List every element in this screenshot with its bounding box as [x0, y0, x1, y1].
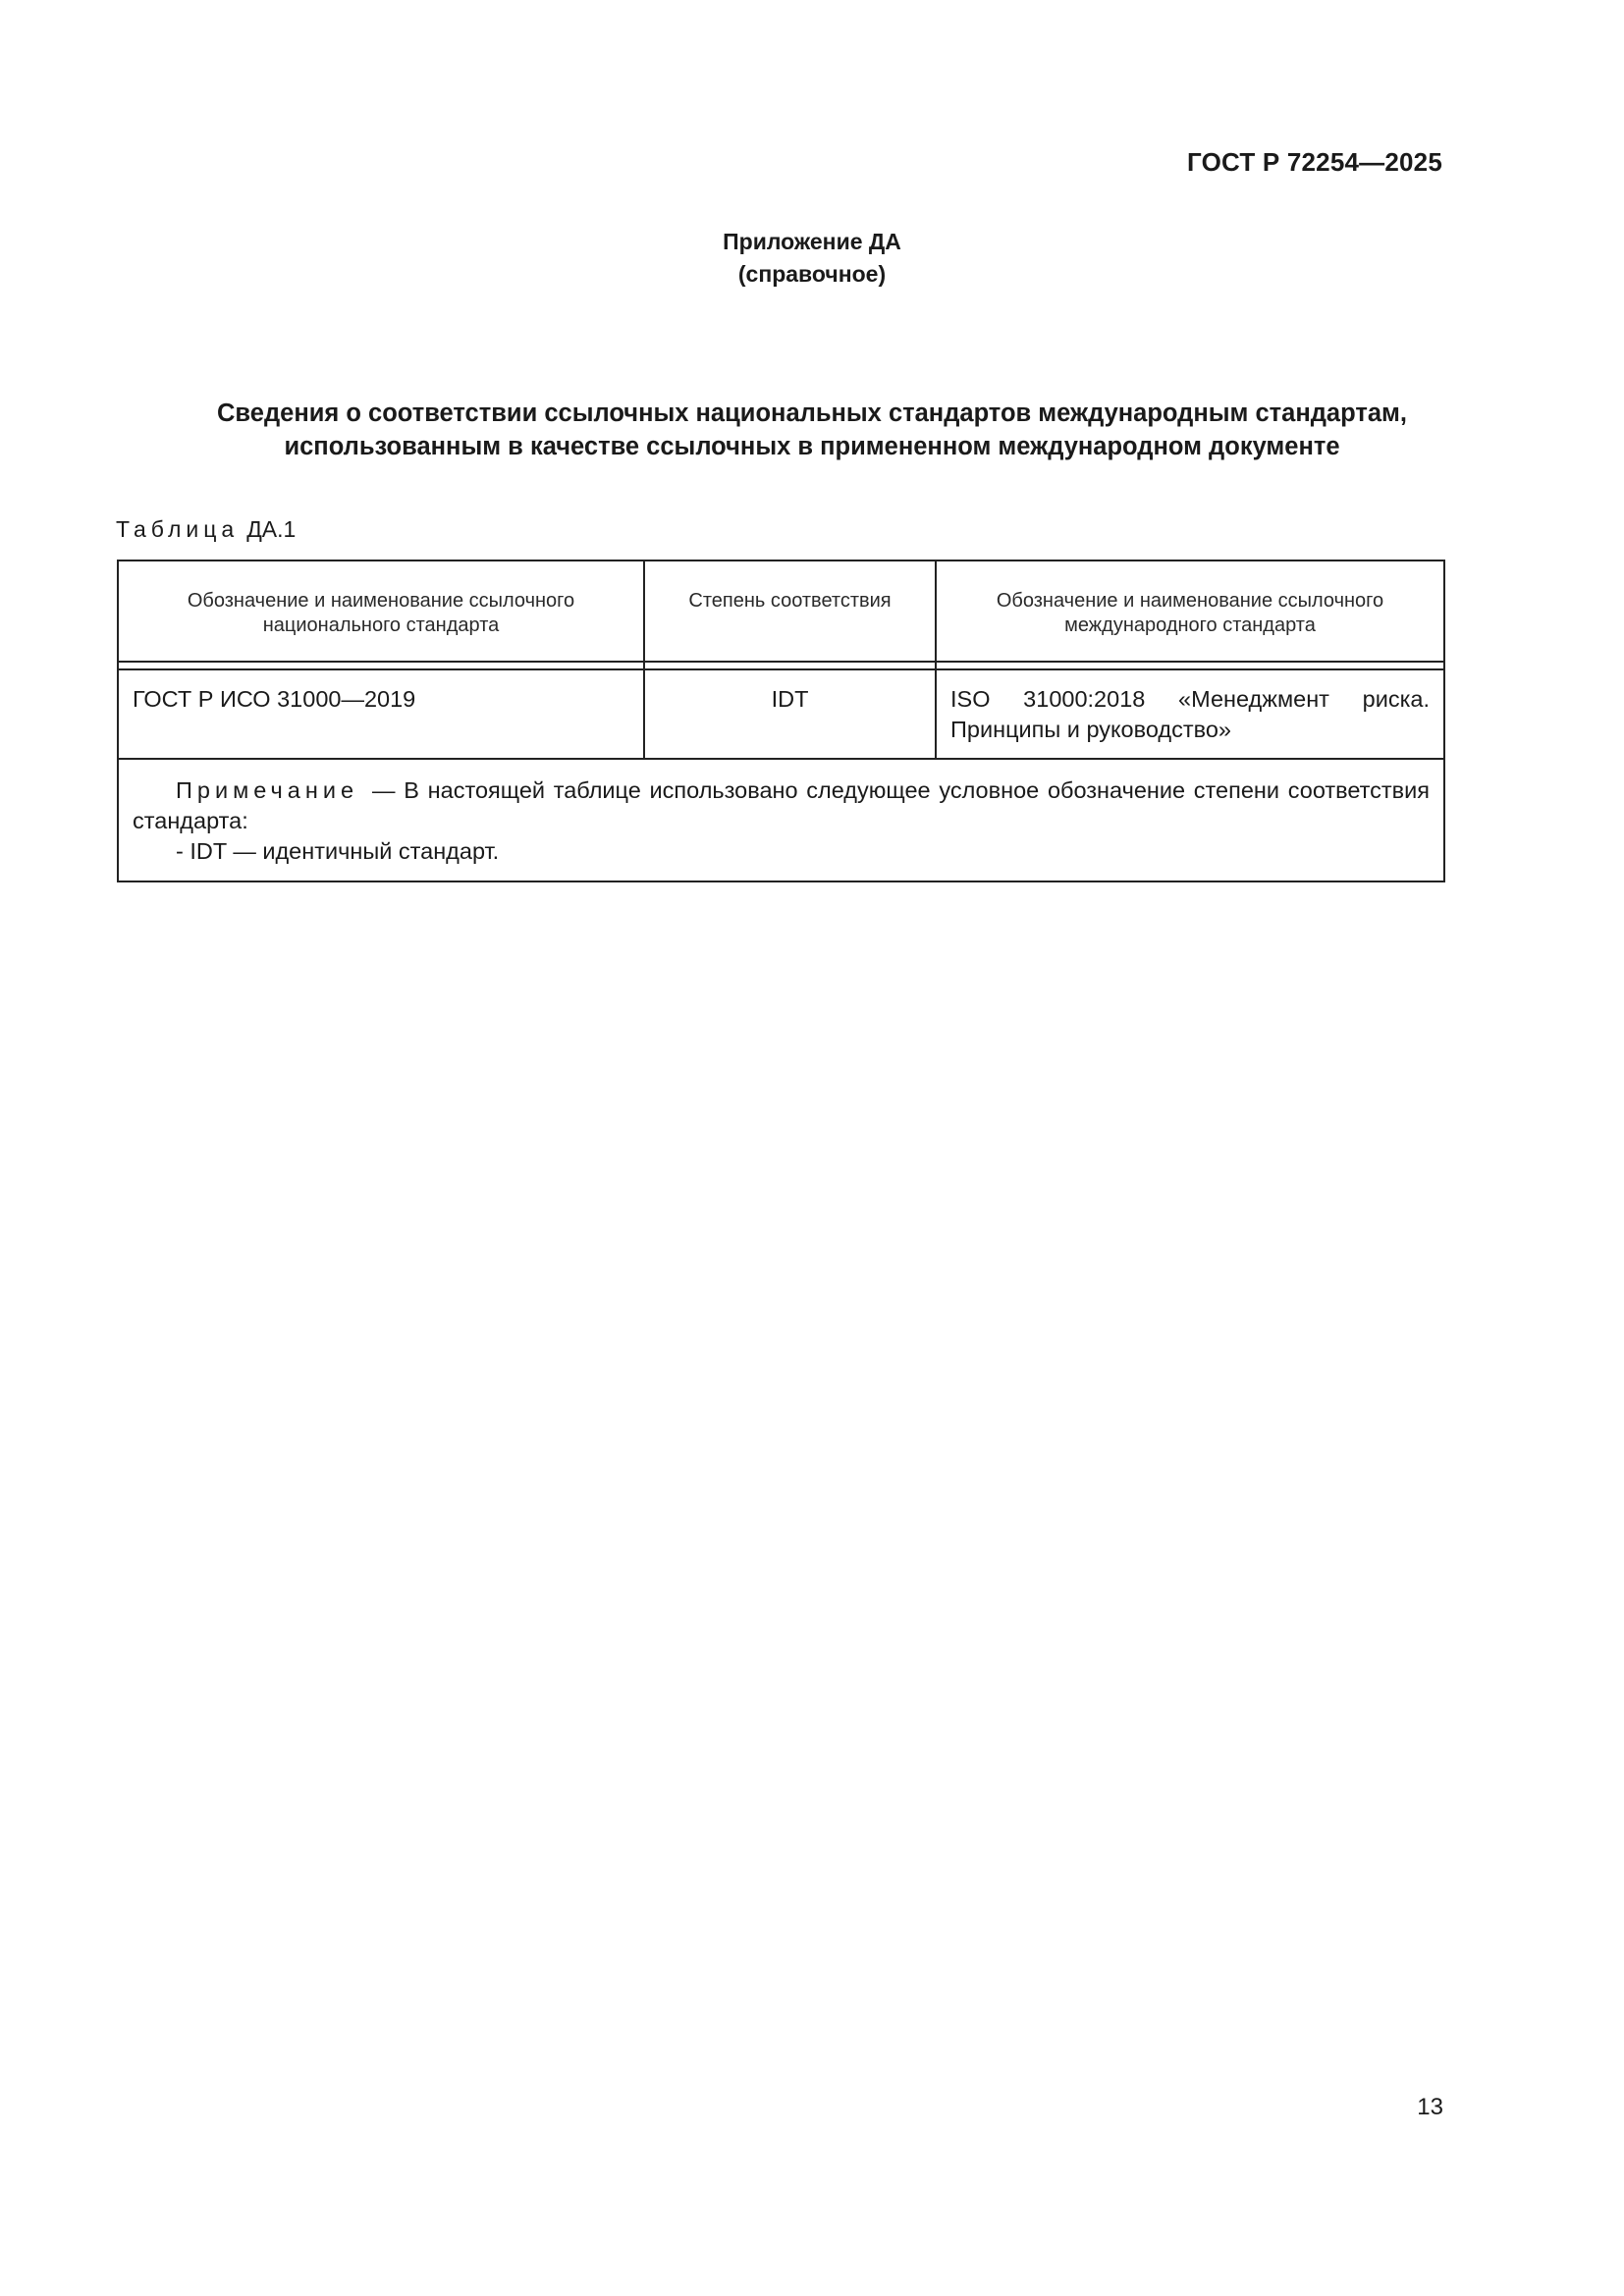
appendix-title: Приложение ДА: [723, 229, 901, 254]
header-national-standard: Обозначение и наименование ссылочного национального стандарта: [118, 561, 644, 662]
header-separator: [118, 662, 1444, 669]
table-note-row: [118, 759, 1444, 881]
correspondence-table: [117, 560, 1445, 882]
table-caption: [116, 516, 296, 543]
document-code: ГОСТ Р 72254—2025: [1187, 147, 1442, 177]
section-title-line-2: использованным в качестве ссылочных в примененном международном документе: [284, 433, 1340, 460]
header-degree-of-correspondence: Степень соответствия: [644, 561, 936, 662]
note-item: - IDT — идентичный стандарт.: [176, 838, 500, 864]
note-text: — В настоящей таблице использовано следующее условное обозначение степени соответствия стандарта:: [133, 777, 1430, 833]
table-caption-number: ДА.1: [246, 516, 297, 542]
page-number: 13: [1417, 2094, 1443, 2120]
note-label: Примечание: [176, 777, 359, 803]
table-caption-word: Таблица: [116, 516, 240, 542]
header-international-standard: Обозначение и наименование ссылочного международного стандарта: [936, 561, 1444, 662]
table-row: [118, 669, 1444, 759]
cell-national-standard: ГОСТ Р ИСО 31000—2019: [118, 669, 644, 759]
cell-degree: IDT: [644, 669, 936, 759]
appendix-heading: [0, 226, 1624, 291]
table-header-row: [118, 561, 1444, 662]
section-title-line-1: Сведения о соответствии ссылочных национальных стандартов международным стандартам,: [217, 400, 1407, 427]
table-note: [118, 759, 1444, 881]
section-title: [0, 397, 1624, 463]
appendix-status: (справочное): [737, 261, 887, 287]
cell-international-standard: ISO 31000:2018 «Менеджмент риска. Принципы и руководство»: [936, 669, 1444, 759]
